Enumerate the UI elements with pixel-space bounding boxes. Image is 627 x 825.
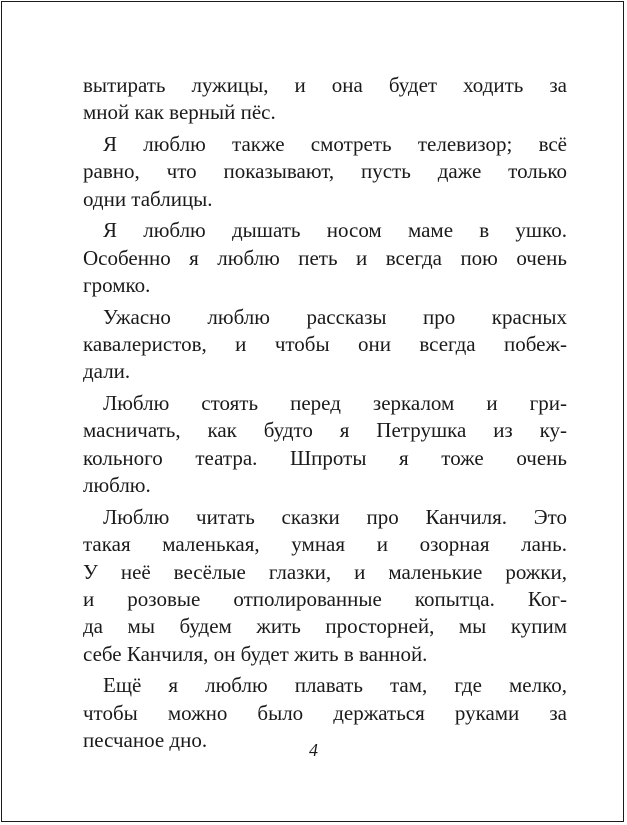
text-line: Люблю читать сказки про Канчиля. Это: [103, 504, 567, 529]
text-line: одни таблицы.: [83, 186, 213, 211]
text-line: Я люблю дышать носом маме в ушко.: [103, 218, 567, 243]
text-line: песчаное дно.: [83, 728, 208, 753]
text-line: равно, что показывают, пусть даже только: [83, 159, 567, 184]
paragraph: [83, 217, 567, 299]
text-line: кольного театра. Шпроты я тоже очень: [83, 445, 567, 470]
paragraph: [83, 504, 567, 668]
text-line: Ужасно люблю рассказы про красных: [103, 304, 567, 329]
text-line: Люблю стоять перед зеркалом и гри-: [103, 391, 567, 416]
page-number: 4: [309, 740, 318, 760]
paragraph: [83, 72, 567, 127]
text-line: масничать, как будто я Петрушка из ку-: [83, 418, 567, 443]
text-line: вытирать лужицы, и она будет ходить за: [83, 73, 567, 97]
text-line: дали.: [83, 359, 131, 384]
text-line: У неё весёлые глазки, и маленькие рожки,: [83, 559, 567, 584]
text-line: чтобы можно было держаться руками за: [83, 700, 567, 725]
text-line: Ещё я люблю плавать там, где мелко,: [103, 673, 567, 698]
text-line: кавалеристов, и чтобы они всегда побеж-: [83, 332, 567, 357]
text-line: Особенно я люблю петь и всегда пою очень: [83, 245, 567, 270]
paragraph: [83, 304, 567, 386]
paragraph: [83, 131, 567, 213]
page-body-text: [83, 72, 567, 759]
text-line: да мы будем жить просторней, мы купим: [83, 614, 567, 639]
text-line: мной как верный пёс.: [83, 100, 276, 125]
text-line: такая маленькая, умная и озорная лань.: [83, 532, 567, 557]
paragraph: [83, 390, 567, 500]
text-line: и розовые отполированные копытца. Ког-: [83, 586, 567, 611]
text-line: себе Канчиля, он будет жить в ванной.: [83, 641, 428, 666]
text-line: люблю.: [83, 473, 151, 498]
text-line: громко.: [83, 273, 151, 298]
text-line: Я люблю также смотреть телевизор; всё: [103, 131, 567, 156]
